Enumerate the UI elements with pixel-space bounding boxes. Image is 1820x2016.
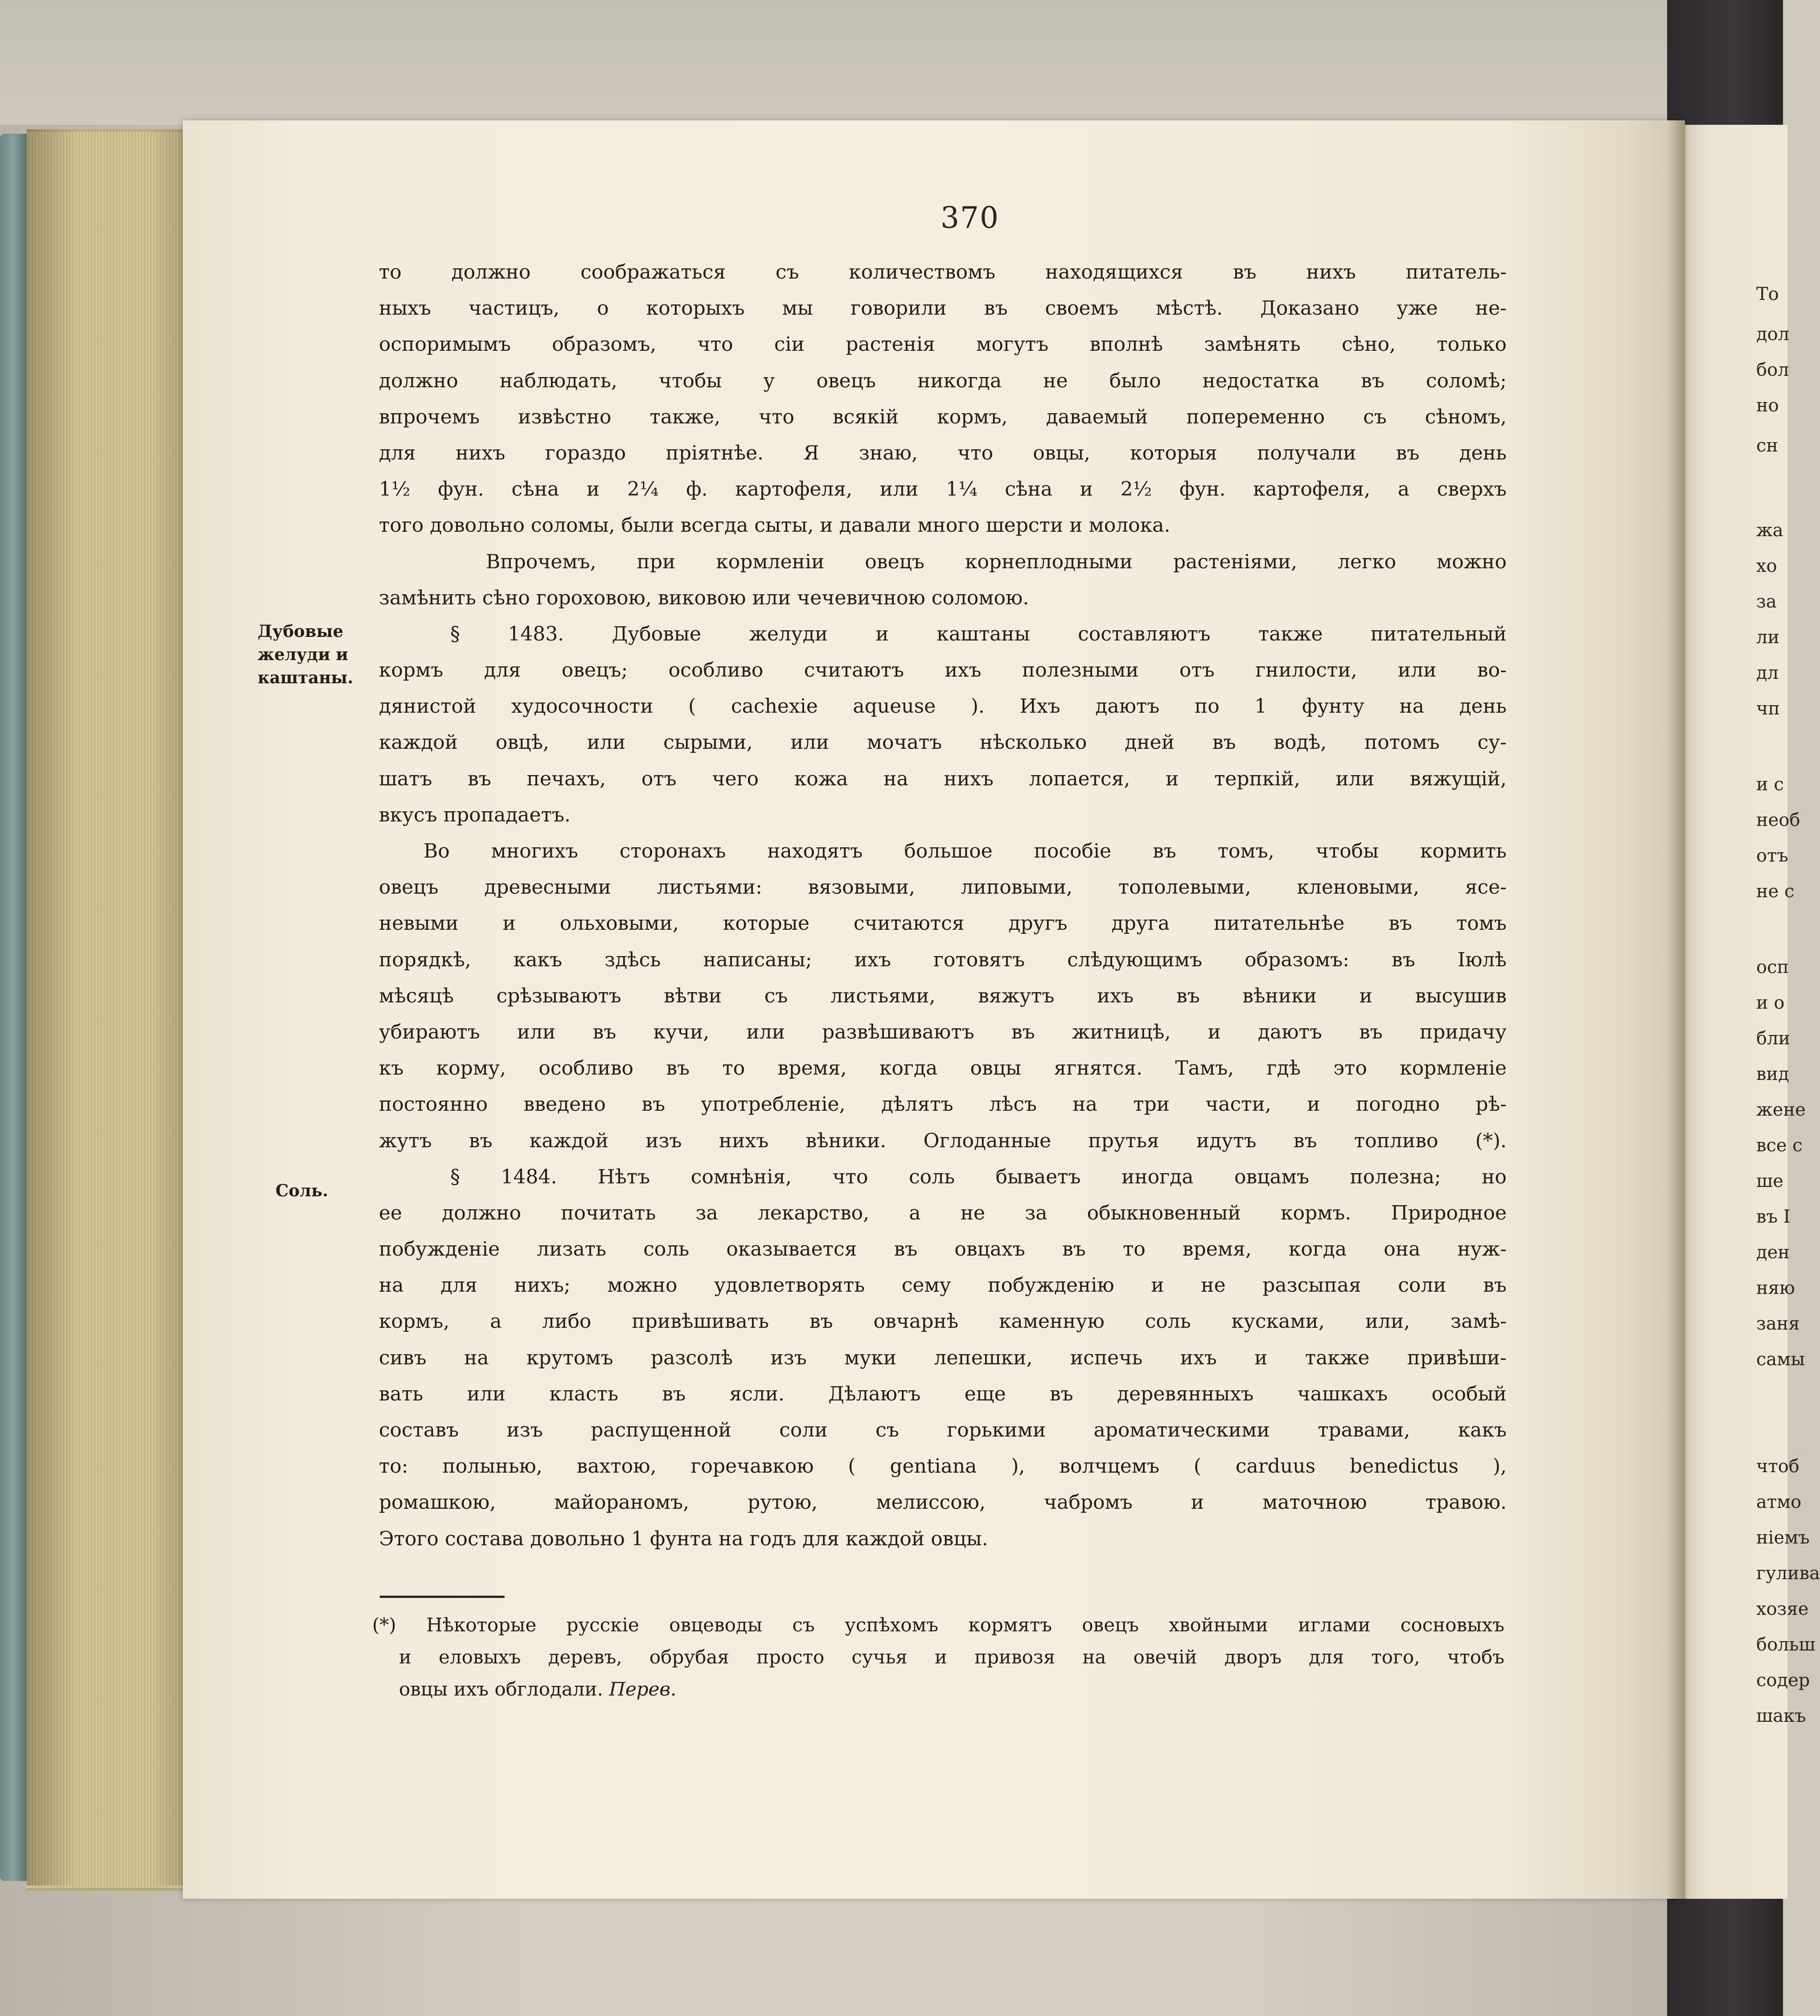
text-line: ныхъ частицъ, о которыхъ мы говорили въ своемъ мѣстѣ. Доказано уже не- [379,297,1507,320]
facing-page-text: самы [1756,1349,1805,1370]
text-line: овецъ древесными листьями: вязовыми, липовыми, тополевыми, кленовыми, ясе- [379,876,1507,899]
text-line: къ корму, особливо въ то время, когда овцы ягнятся. Тамъ, гдѣ это кормленіе [379,1057,1507,1080]
footnote [372,1609,1504,1705]
text-line: кормъ для овецъ; особливо считаютъ ихъ полезными отъ гнилости, или во- [379,659,1507,682]
facing-page-text: ше [1756,1171,1783,1191]
facing-page-text: сн [1756,435,1779,456]
text-line: каждой овцѣ, или сырыми, или мочатъ нѣсколько дней въ водѣ, потомъ су- [379,731,1507,754]
margin-note-line: каштаны. [258,668,353,687]
main-text-block [379,254,1507,1557]
text-line: мѣсяцѣ срѣзываютъ вѣтви съ листьями, вяжутъ ихъ въ вѣники и высушив [379,984,1507,1007]
facing-page-text: не с [1756,881,1795,902]
facing-page-text: бли [1756,1028,1791,1049]
facing-page-text: заня [1756,1314,1800,1334]
text-line: оспоримымъ образомъ, что сіи растенія могутъ вполнѣ замѣнять сѣно, только [379,333,1507,356]
margin-note-line: Дубовые [258,621,344,641]
facing-page-text: все с [1756,1135,1803,1156]
facing-page-text: хо [1756,556,1777,576]
facing-page-text: атмо [1756,1492,1802,1512]
facing-page-text: чп [1756,698,1780,719]
facing-page-text: няю [1756,1278,1795,1298]
page-edges-shade [27,129,192,1885]
text-line: ромашкою, майораномъ, рутою, мелиссою, чабромъ и маточною травою. [379,1491,1507,1514]
text-line: вкусъ пропадаетъ. [379,803,571,826]
facing-page-text: бол [1756,360,1789,380]
text-line: жутъ въ каждой изъ нихъ вѣники. Оглоданные прутья идутъ въ топливо (*). [379,1129,1507,1152]
facing-page-text: и с [1756,774,1784,795]
margin-note-line: Соль. [275,1181,329,1200]
text-line: впрочемъ извѣстно также, что всякій кормъ, даваемый попеременно съ сѣномъ, [379,405,1507,428]
facing-page-text: жене [1756,1100,1806,1120]
facing-page-text: То [1756,284,1779,304]
facing-page-text: дл [1756,663,1779,683]
page-number: 370 [941,201,999,235]
footnote-line: (*) Нѣкоторые русскіе овцеводы съ успѣхомъ кормятъ овецъ хвойными иглами сосновыхъ [372,1614,1504,1636]
book-cover-edge [0,134,27,1881]
text-line: шатъ въ печахъ, отъ чего кожа на нихъ лопается, и терпкій, или вяжущій, [379,767,1507,790]
translator-mark: Перев. [609,1678,677,1700]
footnote-line-last [372,1673,1504,1705]
facing-page-text: но [1756,395,1779,416]
text-line: 1½ фун. сѣна и 2¼ ф. картофеля, или 1¼ сѣна и 2½ фун. картофеля, а сверхъ [379,478,1507,501]
text-line: вать или класть въ ясли. Дѣлаютъ еще въ деревянныхъ чашкахъ особый [379,1382,1507,1405]
facing-page-text: въ І [1756,1207,1791,1227]
text-line: ее должно почитать за лекарство, а не за обыкновенный кормъ. Природное [379,1201,1507,1224]
facing-page-text: больш [1756,1634,1816,1655]
text-line: на для нихъ; можно удовлетворять сему побужденію и не разсыпая соли въ [379,1274,1507,1297]
facing-page-text: осп [1756,957,1789,977]
text-line: дянистой худосочности ( cachexie aqueuse ). Ихъ даютъ по 1 фунту на день [379,695,1507,718]
background-top [0,0,1783,125]
page-gutter-shadow [1667,120,1685,1899]
text-line: то: полынью, вахтою, горечавкою ( gentiana ), волчцемъ ( carduus benedictus ), [379,1455,1507,1478]
text-line: побужденіе лизать соль оказывается въ овцахъ въ то время, когда она нуж- [379,1238,1507,1261]
facing-page-text: ніемъ [1756,1527,1810,1548]
facing-page-text: чтоб [1756,1456,1799,1477]
text-line: сивъ на крутомъ разсолѣ изъ муки лепешки, испечь ихъ и также привѣши- [379,1346,1507,1369]
text-line: должно наблюдать, чтобы у овецъ никогда не было недостатка въ соломѣ; [379,369,1507,392]
facing-page-fragment [1680,125,1820,1899]
margin-note-acorns [258,620,353,689]
facing-page-text: необ [1756,810,1800,830]
margin-note-line: желуди и [258,645,349,664]
facing-page-text: вид [1756,1064,1789,1084]
facing-page-text: шакъ [1756,1706,1806,1726]
text-line: кормъ, а либо привѣшивать въ овчарнѣ каменную соль кусками, или, замѣ- [379,1310,1507,1333]
text-line: убираютъ или въ кучи, или развѣшиваютъ въ житницѣ, и даютъ въ придачу [379,1020,1507,1043]
facing-page-text: хозяе [1756,1599,1809,1619]
text-line: § 1483. Дубовые желуди и каштаны составляютъ также питательный [450,622,1507,645]
facing-page-text: дол [1756,324,1790,345]
text-line: для нихъ гораздо пріятнѣе. Я знаю, что овцы, которыя получали въ день [379,441,1507,464]
text-line: то должно соображаться съ количествомъ находящихся въ нихъ питатель- [379,261,1507,283]
text-line: невыми и ольховыми, которые считаются другъ друга питательнѣе въ томъ [379,912,1507,935]
text-line: порядкѣ, какъ здѣсь написаны; ихъ готовятъ слѣдующимъ образомъ: въ Іюлѣ [379,948,1507,971]
text-line: постоянно введено въ употребленіе, дѣлятъ лѣсъ на три части, и погодно рѣ- [379,1093,1507,1116]
facing-page-text: и о [1756,993,1785,1013]
text-line: составъ изъ распущенной соли съ горькими ароматическими травами, какъ [379,1419,1507,1441]
footnote-text: овцы ихъ обглодали. [399,1678,603,1700]
footnote-line: и еловыхъ деревъ, обрубая просто сучья и привозя на овечій дворъ для того, чтобъ [399,1646,1504,1668]
facing-page-text: ли [1756,627,1780,648]
facing-page-text: содер [1756,1670,1810,1691]
facing-page-text: ден [1756,1242,1790,1263]
text-line: Во многихъ сторонахъ находятъ большое пособіе въ томъ, чтобы кормить [423,840,1507,862]
text-line: § 1484. Нѣтъ сомнѣнія, что соль бываетъ иногда овцамъ полезна; но [450,1165,1507,1188]
margin-note-salt [275,1179,328,1202]
text-line: замѣнить сѣно гороховою, виковою или чечевичною соломою. [379,586,1029,609]
text-line: того довольно соломы, были всегда сыты, и давали много шерсти и молока. [379,514,1171,537]
text-line: Этого состава довольно 1 фунта на годъ для каждой овцы. [379,1527,988,1550]
facing-page-text: отъ [1756,846,1788,866]
facing-page-text: за [1756,591,1777,612]
text-line: Впрочемъ, при кормленіи овецъ корнеплодными растеніями, легко можно [486,550,1507,573]
facing-page-text: жа [1756,520,1783,541]
footnote-rule [380,1596,505,1598]
facing-page-text: гулива [1756,1563,1820,1584]
